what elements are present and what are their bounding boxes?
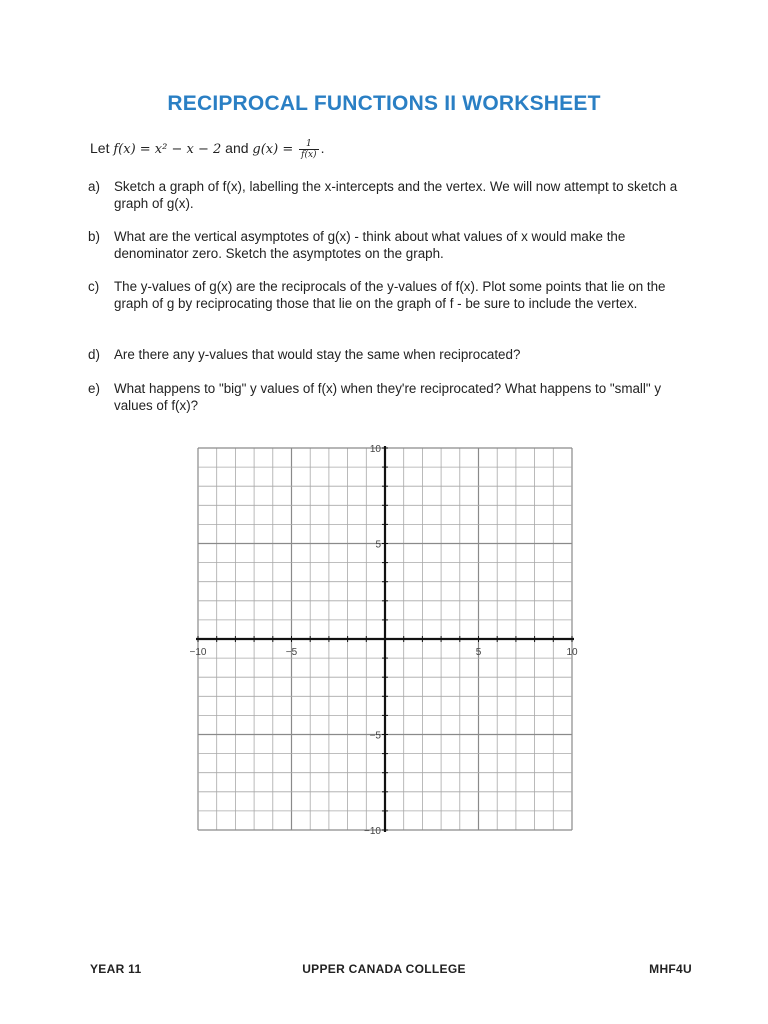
question-text: The y-values of g(x) are the reciprocals of the y-values of f(x). Plot some points that lie on the graph of g by reciprocating those that lie on the graph of f - be sure to include the vertex.: [114, 279, 666, 311]
question-label: b): [88, 229, 100, 244]
x-tick-label: −10: [189, 647, 207, 658]
let-word: Let: [90, 140, 110, 157]
x-tick-label: 5: [475, 647, 482, 658]
f-definition: f(x) = x² − x − 2: [113, 142, 222, 158]
question-text: Are there any y-values that would stay the same when reciprocated?: [114, 347, 521, 362]
question-label: e): [88, 381, 100, 396]
footer-year: YEAR 11: [90, 962, 142, 976]
question-text: What happens to "big" y values of f(x) when they're reciprocated? What happens to "small" y values of f(x)?: [114, 381, 662, 413]
footer-course: MHF4U: [649, 962, 692, 976]
and-word: and: [225, 140, 249, 157]
question-label: d): [88, 347, 100, 362]
question-text: Sketch a graph of f(x), labelling the x-intercepts and the vertex. We will now attempt to sketch a graph of g(x).: [114, 179, 678, 211]
g-fraction-denominator: f(x): [301, 150, 317, 160]
x-tick-label: −5: [285, 647, 298, 658]
y-tick-label: −5: [369, 730, 381, 742]
y-tick-label: 5: [375, 539, 381, 551]
intro-period: .: [320, 140, 325, 157]
g-definition: g(x) =: [252, 142, 294, 158]
y-tick-label: 10: [369, 444, 381, 455]
footer-school: UPPER CANADA COLLEGE: [302, 962, 466, 976]
question-label: a): [88, 179, 100, 194]
x-tick-label: 10: [566, 647, 578, 658]
g-fraction-numerator: 1: [299, 139, 318, 150]
question-label: c): [88, 279, 100, 294]
y-tick-label: −10: [364, 826, 381, 837]
question-text: What are the vertical asymptotes of g(x) - think about what values of x would make the denominator zero. Sketch the asymptotes on the graph.: [114, 229, 626, 261]
worksheet-title: RECIPROCAL FUNCTIONS II WORKSHEET: [167, 92, 601, 115]
